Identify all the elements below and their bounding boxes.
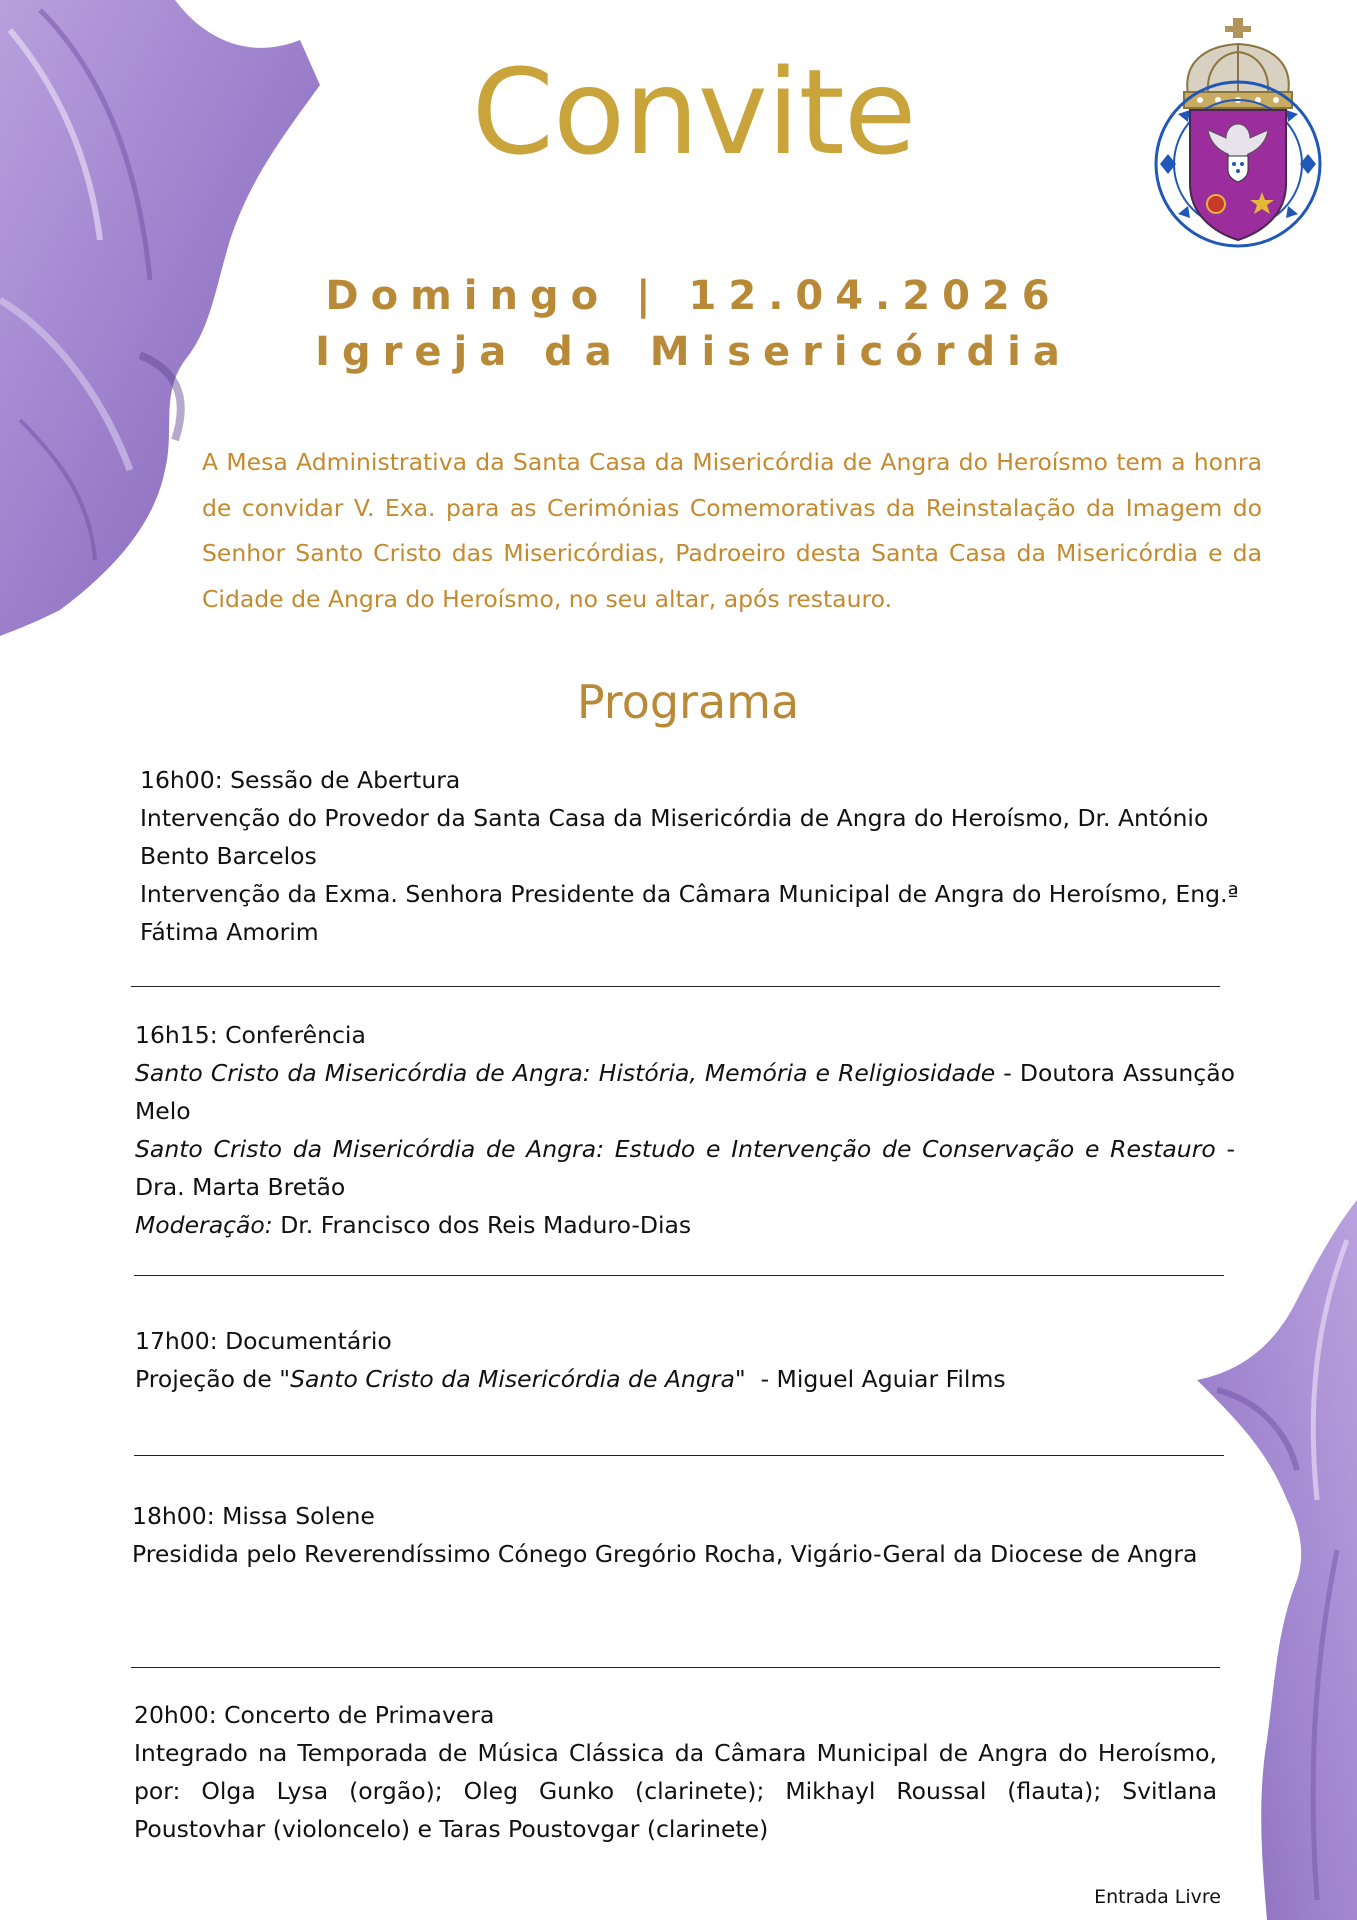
section-divider [131,1667,1220,1668]
program-item-line: Intervenção do Provedor da Santa Casa da Misericórdia de Angra do Heroísmo, Dr. António Bento Barcelos [140,804,1209,870]
talk-speaker: - Dra. Marta Bretão [135,1135,1235,1201]
program-item-heading: 16h00: Sessão de Abertura [140,766,461,794]
moderator-name: Dr. Francisco dos Reis Maduro-Dias [280,1211,692,1239]
program-item-solemn-mass [132,1497,1217,1573]
program-item-heading: 16h15: Conferência [135,1021,366,1049]
program-item-spring-concert [134,1696,1217,1848]
program-item-documentary [135,1322,1235,1398]
talk-title: Santo Cristo da Misericórdia de Angra: História, Memória e Religiosidade [135,1059,996,1087]
talk-title: Santo Cristo da Misericórdia de Angra: Estudo e Intervenção de Conservação e Restauro [135,1135,1216,1163]
section-divider [131,986,1220,987]
free-entry-note: Entrada Livre [1094,1886,1221,1908]
program-item-heading: 18h00: Missa Solene [132,1502,375,1530]
program-item-line: Integrado na Temporada de Música Clássica da Câmara Municipal de Angra do Heroísmo, por: Olga Lysa (orgão); Oleg Gunko (clarinete); Mikhayl Roussal (flauta); Svitlana Poustovhar (violoncelo) e Taras Poustovgar (clarinete) [134,1739,1217,1843]
moderation-label: Moderação: [135,1211,273,1239]
talk-speaker: - Doutora Assunção Melo [135,1059,1235,1125]
program-heading: Programa [576,675,800,729]
program-item-line: Intervenção da Exma. Senhora Presidente da Câmara Municipal de Angra do Heroísmo, Eng.ª Fátima Amorim [140,880,1239,946]
program-item-heading: 20h00: Concerto de Primavera [134,1701,495,1729]
program-item-opening-session [140,761,1250,951]
conference-talk-2 [135,1130,1235,1206]
conference-moderation [135,1206,1235,1244]
conference-talk-1 [135,1054,1235,1130]
documentary-producer: - Miguel Aguiar Films [760,1365,1006,1393]
invitation-title: Convite [471,43,916,181]
event-venue: Igreja da Misericórdia [315,329,1072,375]
documentary-title: "Santo Cristo da Misericórdia de Angra" [279,1365,746,1393]
program-item-line: Presidida pelo Reverendíssimo Cónego Gregório Rocha, Vigário-Geral da Diocese de Angra [132,1540,1198,1568]
documentary-line [135,1360,1235,1398]
section-divider [134,1455,1224,1456]
event-date: Domingo | 12.04.2026 [325,273,1062,319]
program-item-conference [135,1016,1235,1244]
program-item-heading: 17h00: Documentário [135,1327,392,1355]
section-divider [134,1275,1224,1276]
invitation-intro-paragraph: A Mesa Administrativa da Santa Casa da Misericórdia de Angra do Heroísmo tem a honra de convidar V. Exa. para as Cerimónias Comemorativas da Reinstalação da Imagem do Senhor Santo Cristo das Misericórdias, Padroeiro desta Santa Casa da Misericórdia e da Cidade de Angra do Heroísmo, no seu altar, após restauro. [202,448,1262,613]
documentary-prefix: Projeção de [135,1365,272,1393]
